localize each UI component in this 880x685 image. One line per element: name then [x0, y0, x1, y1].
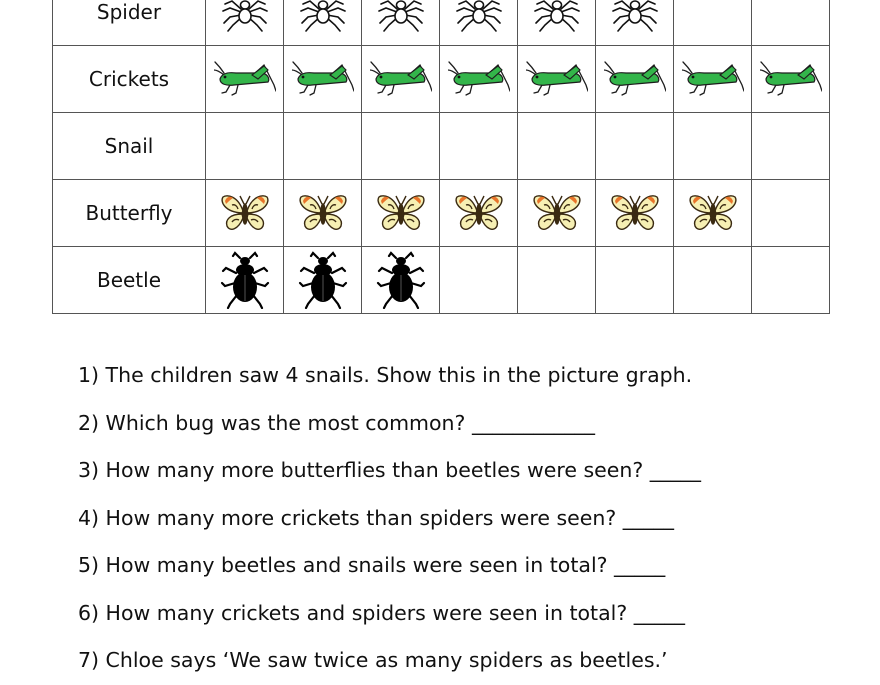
graph-row-butterfly	[53, 180, 830, 247]
question-2: 2) Which bug was the most common? ____________	[78, 410, 595, 435]
graph-cell[interactable]	[362, 247, 440, 314]
picture-graph	[52, 0, 830, 314]
graph-cell[interactable]	[206, 180, 284, 247]
question-4: 4) How many more crickets than spiders were seen? _____	[78, 505, 675, 530]
graph-cell[interactable]	[596, 247, 674, 314]
graph-cell[interactable]	[752, 247, 830, 314]
graph-cell[interactable]	[284, 0, 362, 46]
cricket-icon	[518, 61, 595, 97]
graph-cell[interactable]	[284, 180, 362, 247]
graph-cell[interactable]	[596, 180, 674, 247]
spider-icon	[362, 0, 439, 32]
beetle-icon	[284, 251, 361, 309]
graph-cell[interactable]	[674, 113, 752, 180]
graph-cell[interactable]	[440, 0, 518, 46]
cricket-icon	[596, 61, 673, 97]
beetle-icon	[362, 251, 439, 309]
graph-row-crickets	[53, 46, 830, 113]
question-7: 7) Chloe says ‘We saw twice as many spiders as beetles.’	[78, 648, 668, 672]
spider-icon	[596, 0, 673, 32]
graph-row-beetle	[53, 247, 830, 314]
graph-cell[interactable]	[284, 247, 362, 314]
cricket-icon	[674, 61, 751, 97]
graph-cell[interactable]	[440, 247, 518, 314]
question-1: 1) The children saw 4 snails. Show this in the picture graph.	[78, 363, 693, 387]
row-label: Spider	[53, 0, 206, 46]
cricket-icon	[362, 61, 439, 97]
butterfly-icon	[284, 192, 361, 234]
graph-cell[interactable]	[674, 180, 752, 247]
row-label: Crickets	[53, 46, 206, 113]
graph-cell[interactable]	[674, 247, 752, 314]
graph-cell[interactable]	[362, 113, 440, 180]
row-label: Snail	[53, 113, 206, 180]
graph-cell[interactable]	[206, 113, 284, 180]
graph-cell[interactable]	[440, 46, 518, 113]
butterfly-icon	[362, 192, 439, 234]
graph-cell[interactable]	[362, 0, 440, 46]
graph-cell[interactable]	[596, 46, 674, 113]
graph-cell[interactable]	[518, 113, 596, 180]
spider-icon	[206, 0, 283, 32]
cricket-icon	[440, 61, 517, 97]
graph-cell[interactable]	[752, 0, 830, 46]
graph-cell[interactable]	[206, 46, 284, 113]
spider-icon	[518, 0, 595, 32]
cricket-icon	[284, 61, 361, 97]
graph-cell[interactable]	[596, 0, 674, 46]
graph-cell[interactable]	[752, 46, 830, 113]
graph-cell[interactable]	[284, 113, 362, 180]
graph-cell[interactable]	[674, 0, 752, 46]
graph-cell[interactable]	[362, 180, 440, 247]
graph-cell[interactable]	[440, 180, 518, 247]
question-list	[78, 352, 878, 685]
graph-cell[interactable]	[206, 0, 284, 46]
beetle-icon	[206, 251, 283, 309]
row-label: Beetle	[53, 247, 206, 314]
butterfly-icon	[206, 192, 283, 234]
graph-cell[interactable]	[518, 180, 596, 247]
spider-icon	[440, 0, 517, 32]
cricket-icon	[206, 61, 283, 97]
butterfly-icon	[674, 192, 751, 234]
graph-cell[interactable]	[206, 247, 284, 314]
question-3: 3) How many more butterflies than beetles were seen? _____	[78, 458, 702, 482]
graph-cell[interactable]	[284, 46, 362, 113]
graph-cell[interactable]	[752, 113, 830, 180]
spider-icon	[284, 0, 361, 32]
graph-cell[interactable]	[518, 247, 596, 314]
butterfly-icon	[596, 192, 673, 234]
graph-cell[interactable]	[518, 0, 596, 46]
butterfly-icon	[518, 192, 595, 234]
butterfly-icon	[440, 192, 517, 234]
graph-cell[interactable]	[362, 46, 440, 113]
graph-cell[interactable]	[674, 46, 752, 113]
graph-cell[interactable]	[752, 180, 830, 247]
graph-cell[interactable]	[596, 113, 674, 180]
graph-cell[interactable]	[518, 46, 596, 113]
cricket-icon	[752, 61, 829, 97]
graph-cell[interactable]	[440, 113, 518, 180]
graph-row-snail	[53, 113, 830, 180]
row-label: Butterfly	[53, 180, 206, 247]
question-6: 6) How many crickets and spiders were seen in total? _____	[78, 600, 685, 625]
question-5: 5) How many beetles and snails were seen in total? _____	[78, 553, 666, 577]
graph-row-spider	[53, 0, 830, 46]
